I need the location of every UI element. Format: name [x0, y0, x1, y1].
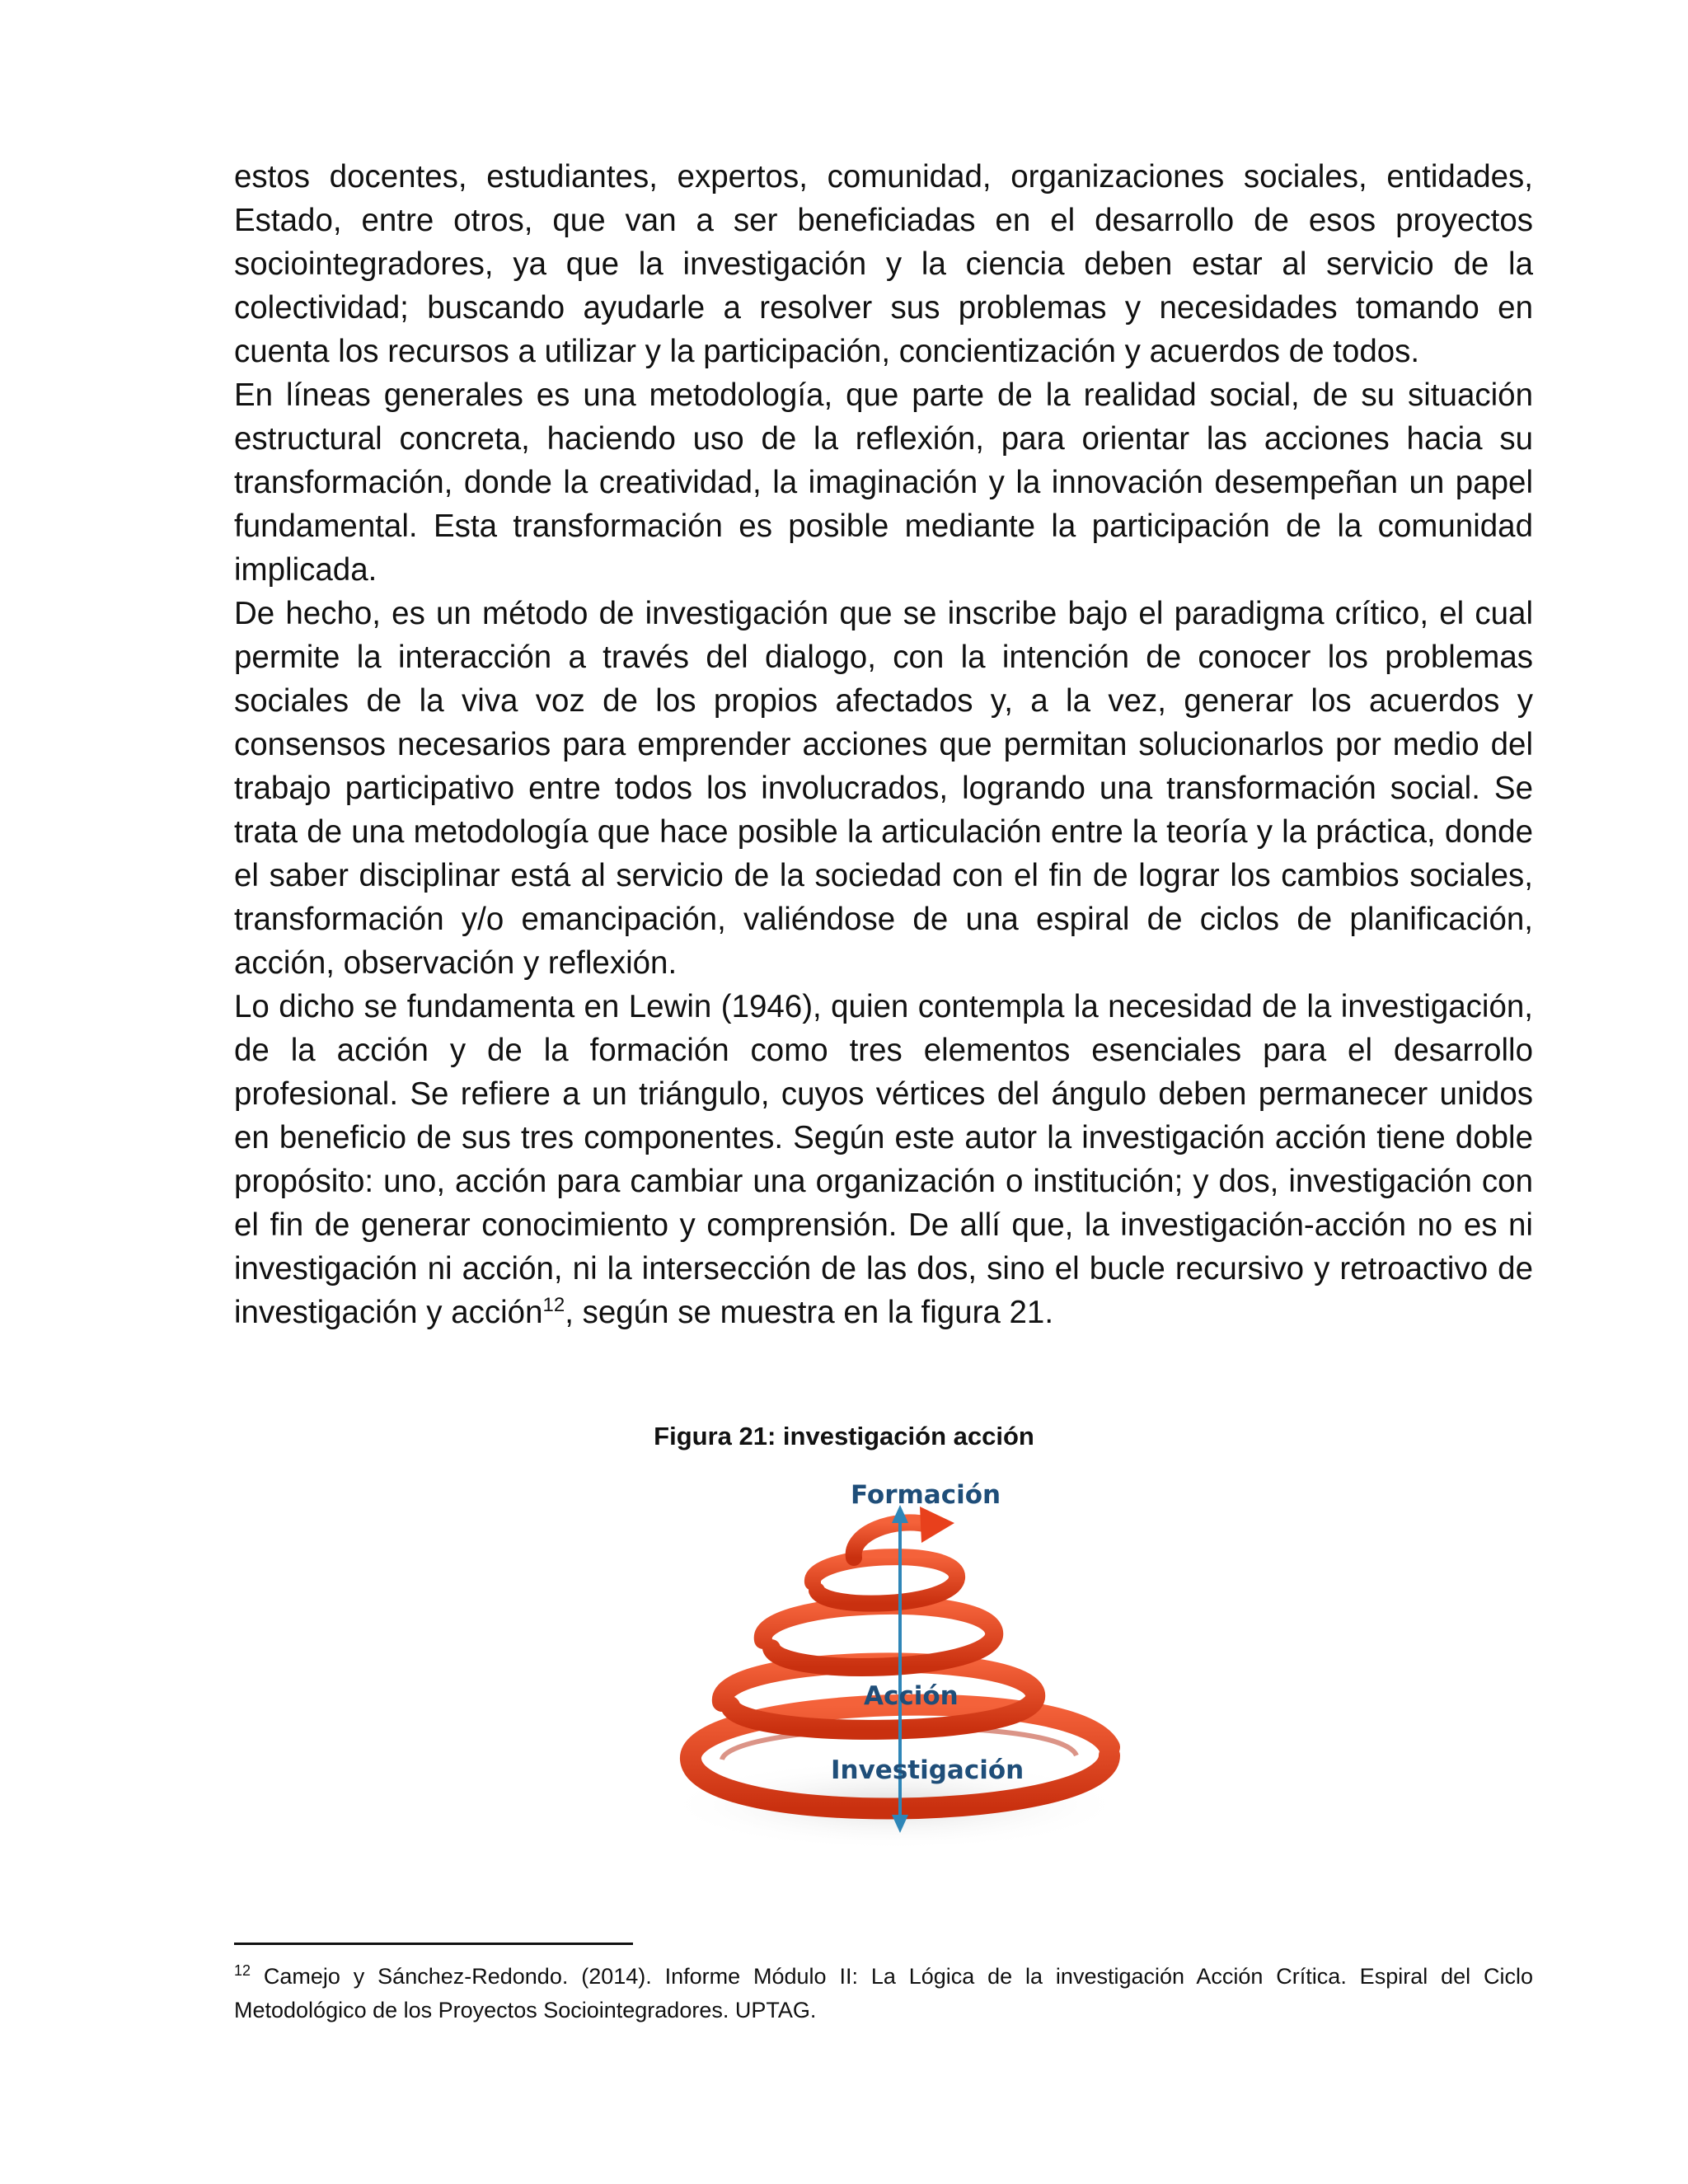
footnote-text: Camejo y Sánchez-Redondo. (2014). Informe Módulo II: La Lógica de la investigación Acción Crítica. Espiral del Ciclo Metodológico de los Proyectos Sociointegradores. UPTAG. [234, 1964, 1533, 2022]
paragraph-text-end: , según se muestra en la figura 21. [565, 1295, 1054, 1330]
label-accion: Acción [864, 1681, 959, 1711]
figure-caption: Figura 21: investigación acción [654, 1422, 1034, 1451]
paragraph: estos docentes, estudiantes, expertos, comunidad, organizaciones sociales, entidades, Estado, entre otros, que van a ser beneficiadas en el desarrollo de esos proyectos sociointegradores, ya que la investigación y la ciencia deben estar al servicio de la colectividad; buscando ayudarle a resolver sus problemas y necesidades tomando en cuenta los recursos a utilizar y la participación, concientización y acuerdos de todos. [234, 159, 1533, 369]
spiral-arrowhead [920, 1507, 954, 1543]
footnote-number: 12 [234, 1962, 251, 1979]
paragraph [234, 985, 1533, 1334]
label-formacion: Formación [851, 1480, 1001, 1510]
paragraph: En líneas generales es una metodología, que parte de la realidad social, de su situación estructural concreta, haciendo uso de la reflexión, para orientar las acciones hacia su transformación, donde la creatividad, la imaginación y la innovación desempeñan un papel fundamental. Esta transformación es posible mediante la participación de la comunidad implicada. [234, 377, 1533, 588]
spiral-figure [648, 1475, 1154, 1851]
body-text [234, 155, 1533, 1334]
spiral-illustration [648, 1475, 1154, 1851]
label-investigacion: Investigación [831, 1755, 1025, 1785]
paragraph-text: Lo dicho se fundamenta en Lewin (1946), quien contempla la necesidad de la investigación, de la acción y de la formación como tres elementos esenciales para el desarrollo profesional. Se refiere a un triángulo, cuyos vértices del ángulo deben permanecer unidos en beneficio de sus tres componentes. Según este autor la investigación acción tiene doble propósito: uno, acción para cambiar una organización o institución; y dos, investigación con el fin de generar conocimiento y comprensión. De allí que, la investigación-acción no es ni investigación ni acción, ni la intersección de las dos, sino el bucle recursivo y retroactivo de investigación y acción [234, 989, 1533, 1330]
paragraph: De hecho, es un método de investigación que se inscribe bajo el paradigma crítico, el cual permite la interacción a través del dialogo, con la intención de conocer los problemas sociales de la viva voz de los propios afectados y, a la vez, generar los acuerdos y consensos necesarios para emprender acciones que permitan solucionarlos por medio del trabajo participativo entre todos los involucrados, logrando una transformación social. Se trata de una metodología que hace posible la articulación entre la teoría y la práctica, donde el saber disciplinar está al servicio de la sociedad con el fin de lograr los cambios sociales, transformación y/o emancipación, valiéndose de una espiral de ciclos de planificación, acción, observación y reflexión. [234, 596, 1533, 981]
footnote-reference[interactable]: 12 [542, 1294, 565, 1317]
spiral-ring-3 [763, 1605, 994, 1667]
footnote [234, 1960, 1533, 2027]
footnote-divider [234, 1943, 633, 1945]
spiral-ring-4 [813, 1557, 957, 1604]
